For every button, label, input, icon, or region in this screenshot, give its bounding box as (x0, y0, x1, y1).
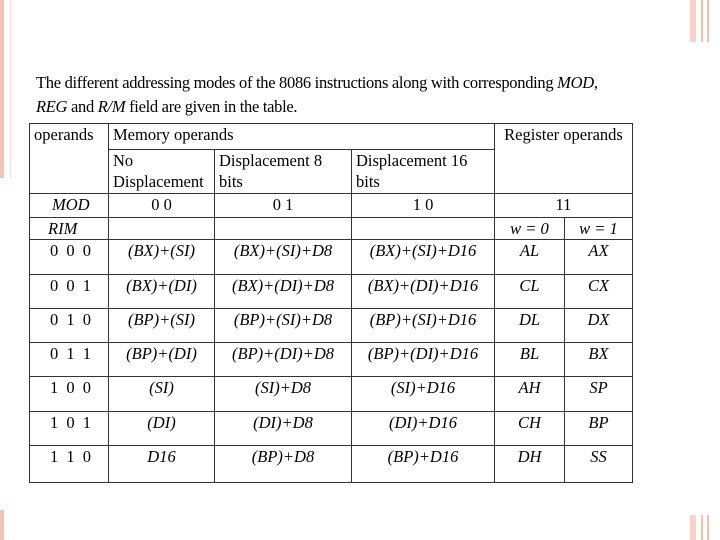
rm-code: 1 1 0 (30, 446, 109, 483)
rm-code: 1 0 1 (30, 412, 109, 446)
displacement-16-cell: (BX)+(DI)+D16 (352, 275, 495, 309)
w1-header: w = 1 (565, 218, 633, 240)
memory-operands-header: Memory operands (109, 124, 495, 150)
no-displacement-cell: (SI) (109, 377, 215, 412)
decor-stripe (707, 515, 709, 540)
mod-value: 0 0 (109, 194, 215, 218)
no-displacement-cell: (BX)+(DI) (109, 275, 215, 309)
decor-stripe (0, 510, 4, 540)
register-w0-cell: CH (495, 412, 565, 446)
empty-cell (352, 218, 495, 240)
displacement-8-cell: (BP)+D8 (215, 446, 352, 483)
mod-value: 0 1 (215, 194, 352, 218)
register-operands-header: Register operands (495, 124, 633, 194)
decor-stripe (690, 0, 696, 42)
displacement-8-cell: (DI)+D8 (215, 412, 352, 446)
mod-row (30, 194, 633, 218)
register-w0-cell: AL (495, 240, 565, 275)
decor-stripe (0, 0, 4, 178)
register-w1-cell: SS (565, 446, 633, 483)
register-w1-cell: AX (565, 240, 633, 275)
header-row (30, 124, 633, 150)
register-w1-cell: BP (565, 412, 633, 446)
empty-cell (109, 218, 215, 240)
no-displacement-cell: (BP)+(SI) (109, 309, 215, 343)
table-row (30, 377, 633, 412)
register-w0-cell: CL (495, 275, 565, 309)
rm-code: 0 1 0 (30, 309, 109, 343)
intro-and: and (67, 96, 98, 116)
displacement-8-cell: (BX)+(SI)+D8 (215, 240, 352, 275)
no-displacement-header: No Displacement (109, 150, 215, 194)
decor-stripe (707, 0, 709, 42)
displacement-16-cell: (SI)+D16 (352, 377, 495, 412)
no-displacement-cell: (DI) (109, 412, 215, 446)
displacement-16-cell: (BP)+(SI)+D16 (352, 309, 495, 343)
empty-cell (215, 218, 352, 240)
rm-code: 0 1 1 (30, 343, 109, 377)
no-displacement-cell: (BP)+(DI) (109, 343, 215, 377)
rm-code: 1 0 0 (30, 377, 109, 412)
displacement-8-header: Displacement 8 bits (215, 150, 352, 194)
intro-paragraph (36, 71, 656, 119)
displacement-8-cell: (SI)+D8 (215, 377, 352, 412)
rm-label: RIM (30, 218, 109, 240)
mod-value: 1 0 (352, 194, 495, 218)
table-row (30, 240, 633, 275)
intro-text-end: field are given in the table. (125, 96, 298, 116)
rm-term: R/M (97, 96, 126, 116)
mod-term: MOD (557, 72, 594, 92)
decor-stripe (10, 0, 11, 178)
table-row (30, 446, 633, 483)
register-w0-cell: DH (495, 446, 565, 483)
register-w0-cell: AH (495, 377, 565, 412)
displacement-8-cell: (BP)+(SI)+D8 (215, 309, 352, 343)
displacement-16-cell: (BX)+(SI)+D16 (352, 240, 495, 275)
table-row (30, 275, 633, 309)
register-w1-cell: SP (565, 377, 633, 412)
displacement-8-cell: (BP)+(DI)+D8 (215, 343, 352, 377)
operands-header: operands (30, 124, 109, 194)
table-row (30, 309, 633, 343)
displacement-16-header: Displacement 16 bits (352, 150, 495, 194)
w0-header: w = 0 (495, 218, 565, 240)
register-w0-cell: BL (495, 343, 565, 377)
mod-label: MOD (30, 194, 109, 218)
reg-term: REG (36, 96, 68, 116)
intro-comma: , (593, 72, 598, 92)
table-row (30, 343, 633, 377)
displacement-8-cell: (BX)+(DI)+D8 (215, 275, 352, 309)
rm-code: 0 0 1 (30, 275, 109, 309)
mod-value: 11 (495, 194, 633, 218)
register-w1-cell: DX (565, 309, 633, 343)
decor-stripe (701, 0, 703, 42)
intro-text: The different addressing modes of the 8086 instructions along with corresponding (36, 72, 558, 92)
rm-code: 0 0 0 (30, 240, 109, 275)
register-w1-cell: BX (565, 343, 633, 377)
register-w1-cell: CX (565, 275, 633, 309)
no-displacement-cell: D16 (109, 446, 215, 483)
register-w0-cell: DL (495, 309, 565, 343)
displacement-16-cell: (BP)+(DI)+D16 (352, 343, 495, 377)
table-row (30, 412, 633, 446)
displacement-16-cell: (BP)+D16 (352, 446, 495, 483)
displacement-16-cell: (DI)+D16 (352, 412, 495, 446)
rm-row (30, 218, 633, 240)
decor-stripe (701, 515, 703, 540)
addressing-modes-table (29, 123, 633, 483)
decor-stripe (690, 515, 696, 540)
no-displacement-cell: (BX)+(SI) (109, 240, 215, 275)
